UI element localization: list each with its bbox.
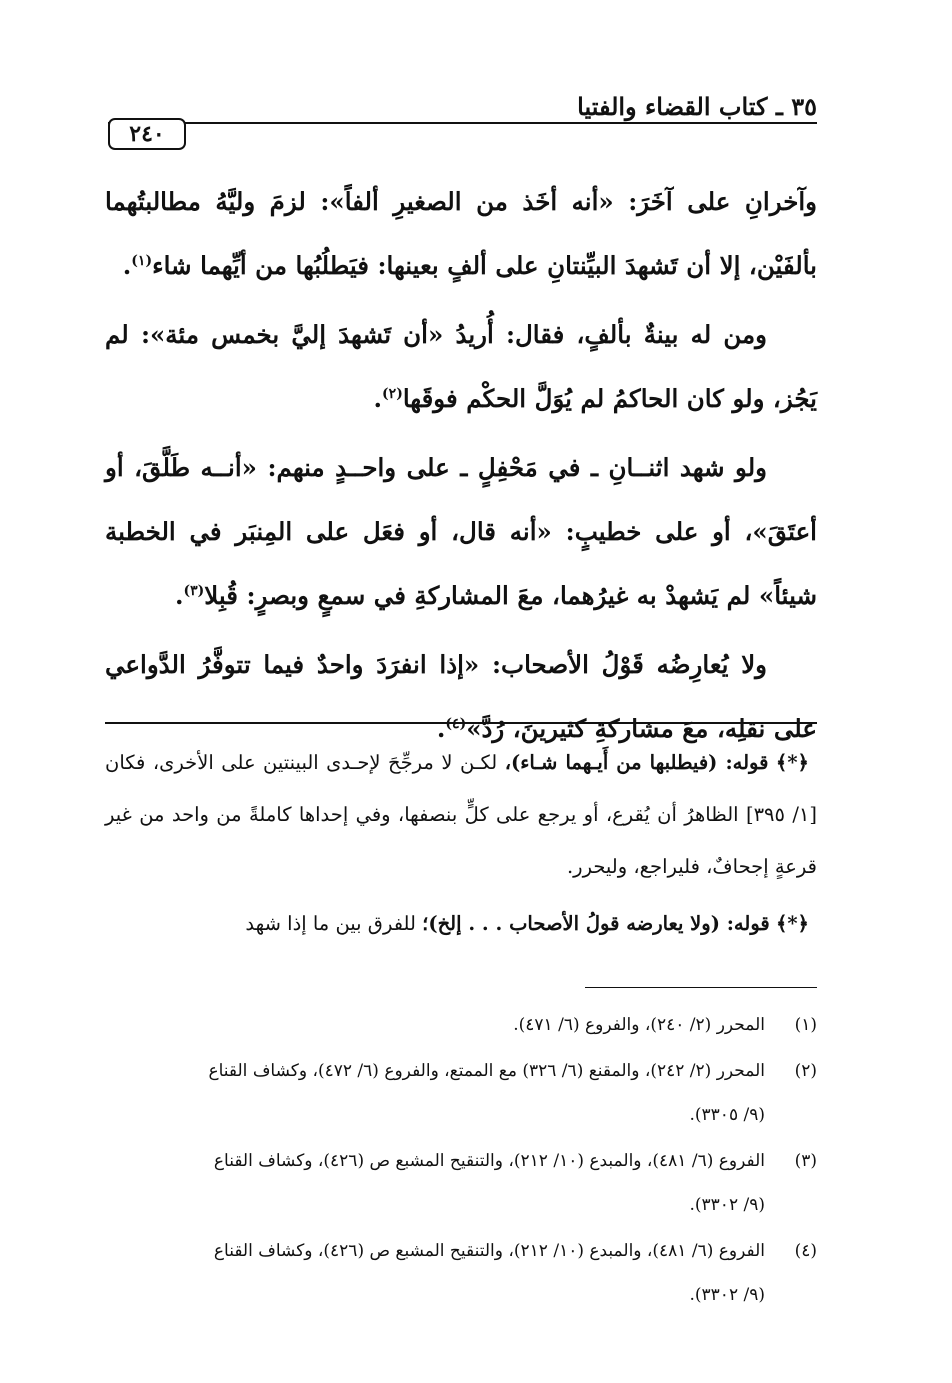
footnote-item bbox=[105, 1229, 817, 1317]
text-line: إلا أن تَشهدَ البيِّنتانِ على ألفٍ بعينها: فيَطلُبُها من أيِّهما شاء bbox=[152, 251, 741, 280]
footnote-text: (٩/ ٣٣٠٥). bbox=[689, 1105, 765, 1125]
footnote-item bbox=[105, 1003, 817, 1047]
paragraph-2: ومن له بينةٌ بألفٍ، فقال: أُريدُ «أن تَشهدَ إليَّ بخمس مئة»: لم يَجُز، ولو كان الحاكمُ لم يُوَلَّ الحكْم فوقَها$^{(٢)}$. bbox=[105, 320, 817, 413]
commentary-text: لكـن لا مرجِّحَ لإحـدى البينتين على bbox=[221, 751, 498, 774]
text-line: ومن له بينةٌ بألفٍ، فقال: أُريدُ «أن تَشهدَ إليَّ بخمس مئة»: لم bbox=[105, 320, 767, 349]
footnote-number: (٣) bbox=[794, 1151, 817, 1171]
running-header bbox=[108, 86, 817, 130]
page-number: ٢٤٠ bbox=[108, 118, 186, 150]
commentary-heading: قوله: (فيطلبها من أَيـهما شـاء)، bbox=[504, 751, 769, 774]
text-line: على نقلِه، معَ مشاركةِ كثيرينَ، رُدَّ» bbox=[466, 714, 817, 743]
footnote-text: (٩/ ٣٣٠٢). bbox=[689, 1195, 765, 1215]
footnote-text: الفروع (٦/ ٤٨١)، والمبدع (١٠/ ٢١٢)، والتنقيح المشبع ص (٤٢٦)، وكشاف القناع bbox=[213, 1151, 765, 1171]
commentary-heading: قوله: (ولا يعارضه قولُ الأصحاب . . . إلخ)؛ bbox=[422, 912, 770, 935]
footnote-ref[interactable]: (٤) bbox=[445, 715, 467, 732]
commentary-text: كاملةً من واحد من غير قرعةٍ إجحافٌ، فليراجع، وليحرر. bbox=[105, 803, 817, 878]
text-line: ولا يُعارِضُه قَوْلُ الأصحاب: «إذا انفرَدَ واحدٌ فيما تتوفَّرُ الدَّواعي bbox=[105, 650, 767, 679]
footnote-number: (١) bbox=[794, 1015, 817, 1035]
paragraph-3: ولو شهد اثنــانِ ـ في مَحْفِلٍ ـ على واحــدٍ منهم: «أنــه طَلَّقَ، أو أعتَقَ»، أو على خطيبٍ: «أنه قال، أو فعَل على المِنبَر في الخطبة شيئاً» لم يَشهدْ به غيرُهما، معَ المشاركةِ في سمعٍ وبصرٍ: قُبِلا$^{(٣)}$. bbox=[105, 453, 817, 610]
footnote-text: المحرر (٢/ ٢٤٢)، والمقنع (٦/ ٣٢٦) مع الممتع، والفروع (٦/ ٤٧٢)، وكشاف القناع bbox=[208, 1061, 765, 1081]
footnote-number: (٤) bbox=[794, 1241, 817, 1261]
chapter-title: ٣٥ ـ كتاب القضاء والفتيا bbox=[577, 92, 817, 121]
footnote-item bbox=[105, 1049, 817, 1137]
text-line: يَجُز، ولو كان الحاكمُ لم يُوَلَّ الحكْم فوقَها bbox=[402, 384, 817, 413]
commentary-section bbox=[105, 737, 817, 955]
asterisk-icon: ﴿*﴾ bbox=[775, 751, 809, 774]
footnote-text: (٩/ ٣٣٠٢). bbox=[689, 1285, 765, 1305]
paragraph-4: ولا يُعارِضُه قَوْلُ الأصحاب: «إذا انفرَدَ واحدٌ فيما تتوفَّرُ الدَّواعي على نقلِه، معَ مشاركةِ كثيرينَ، رُدَّ»$^{(٤)}$. bbox=[105, 650, 817, 743]
main-text bbox=[105, 170, 817, 766]
footnote-item bbox=[105, 1139, 817, 1227]
footnote-ref[interactable]: (٣) bbox=[183, 582, 205, 599]
commentary-text: للفرق بين ما إذا شهد bbox=[245, 912, 416, 935]
text-line: لم يَشهدْ به غيرُهما، معَ المشاركةِ في سمعٍ وبصرٍ: قُبِلا bbox=[204, 581, 751, 610]
asterisk-icon: ﴿*﴾ bbox=[775, 912, 809, 935]
footnotes bbox=[105, 1003, 817, 1319]
footnote-text: الفروع (٦/ ٤٨١)، والمبدع (١٠/ ٢١٢)، والتنقيح المشبع ص (٤٢٦)، وكشاف القناع bbox=[213, 1241, 765, 1261]
text-line: ولو شهد اثنــانِ ـ في مَحْفِلٍ ـ على واحــدٍ منهم: «أنــه طَلَّقَ، أو bbox=[105, 453, 767, 482]
commentary-text: الأخرى، فكان [١/ ٣٩٥] الظاهرُ أن يُقرع، أو يرجع على كلٍّ بنصفها، وفي إحداها bbox=[105, 751, 817, 826]
footnote-ref[interactable]: (٢) bbox=[382, 385, 403, 402]
paragraph-1: وآخرانِ على آخَرَ: «أنه أخَذ من الصغيرِ ألفاً»: لزمَ وليَّهُ مطالبتُهما بألفَيْن، إلا أن تَشهدَ البيِّنتانِ على ألفٍ بعينها: فيَطلُبُها من أيِّهما شاء$^{(١)}$. bbox=[105, 187, 817, 280]
footnote-number: (٢) bbox=[794, 1061, 817, 1081]
footnote-ref[interactable]: (١) bbox=[131, 252, 153, 269]
commentary-separator bbox=[105, 722, 817, 724]
header-rule bbox=[108, 122, 817, 124]
footnote-text: المحرر (٢/ ٢٤٠)، والفروع (٦/ ٤٧١). bbox=[513, 1015, 765, 1035]
text-line: أعتَقَ»، أو على خطيبٍ: «أنه قال، أو فعَل على المِنبَر في الخطبة شيئاً» bbox=[105, 517, 817, 610]
commentary-1 bbox=[105, 737, 817, 893]
text-line: وآخرانِ على آخَرَ: «أنه أخَذ من الصغيرِ ألفاً»: لزمَ وليَّهُ مطالبتُهما بألفَيْن، bbox=[105, 187, 817, 280]
footnote-separator bbox=[585, 987, 817, 988]
commentary-2 bbox=[105, 898, 817, 950]
